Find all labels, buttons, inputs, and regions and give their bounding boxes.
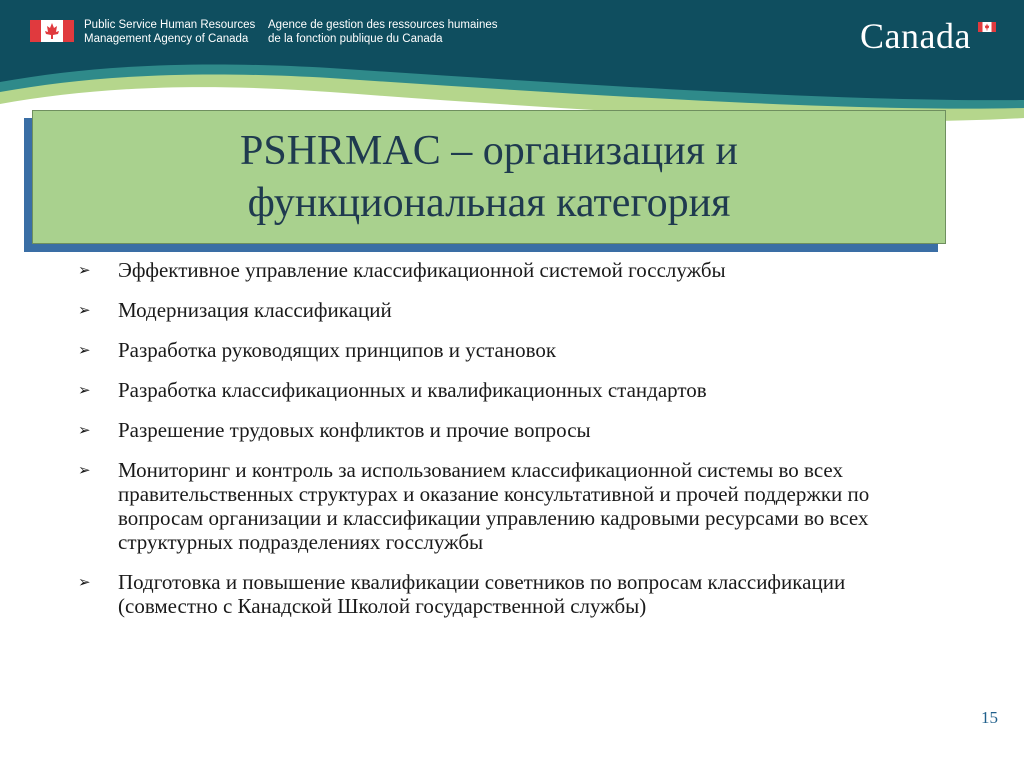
list-item xyxy=(78,338,938,362)
agency-name-english xyxy=(84,18,255,46)
agency-en-line-2: Management Agency of Canada xyxy=(84,33,249,45)
list-item xyxy=(78,570,938,618)
agency-fr-line-1: Agence de gestion des ressources humaines xyxy=(268,19,498,31)
bullet-text: Подготовка и повышение квалификации советников по вопросам классификации (совместно с Канадской Школой государственной службы) xyxy=(118,570,846,618)
list-item xyxy=(78,378,938,402)
bullet-list xyxy=(78,258,938,634)
bullet-text: Разработка руководящих принципов и установок xyxy=(118,338,557,362)
list-item xyxy=(78,458,938,554)
list-item xyxy=(78,418,938,442)
wordmark-flag-icon xyxy=(978,22,996,32)
arrow-right-icon: ➢ xyxy=(78,261,91,279)
agency-name-french xyxy=(268,18,498,46)
bullet-text: Разработка классификационных и квалификационных стандартов xyxy=(118,378,707,402)
arrow-right-icon: ➢ xyxy=(78,461,91,479)
page-number: 15 xyxy=(981,708,998,727)
list-item xyxy=(78,258,938,282)
bullet-text: Эффективное управление классификационной системой госслужбы xyxy=(118,258,726,282)
slide-title: PSHRMAC – организация и функциональная категория xyxy=(239,128,739,226)
arrow-right-icon: ➢ xyxy=(78,301,91,319)
arrow-right-icon: ➢ xyxy=(78,421,91,439)
bullet-text: Мониторинг и контроль за использованием классификационной системы во всех правительственных структурах и оказание консультативной и прочей поддержки по вопросам организации и классификации управлению кадровыми ресурсами во всех структурных подразделениях госслужбы xyxy=(118,458,870,554)
bullet-text: Разрешение трудовых конфликтов и прочие вопросы xyxy=(118,418,591,442)
bullet-text: Модернизация классификаций xyxy=(118,298,392,322)
arrow-right-icon: ➢ xyxy=(78,573,91,591)
arrow-right-icon: ➢ xyxy=(78,381,91,399)
canada-flag-icon xyxy=(30,20,74,42)
agency-fr-line-2: de la fonction publique du Canada xyxy=(268,33,443,45)
agency-en-line-1: Public Service Human Resources xyxy=(84,19,256,31)
canada-wordmark: Canada xyxy=(860,16,971,56)
list-item xyxy=(78,298,938,322)
title-box xyxy=(32,110,946,244)
arrow-right-icon: ➢ xyxy=(78,341,91,359)
